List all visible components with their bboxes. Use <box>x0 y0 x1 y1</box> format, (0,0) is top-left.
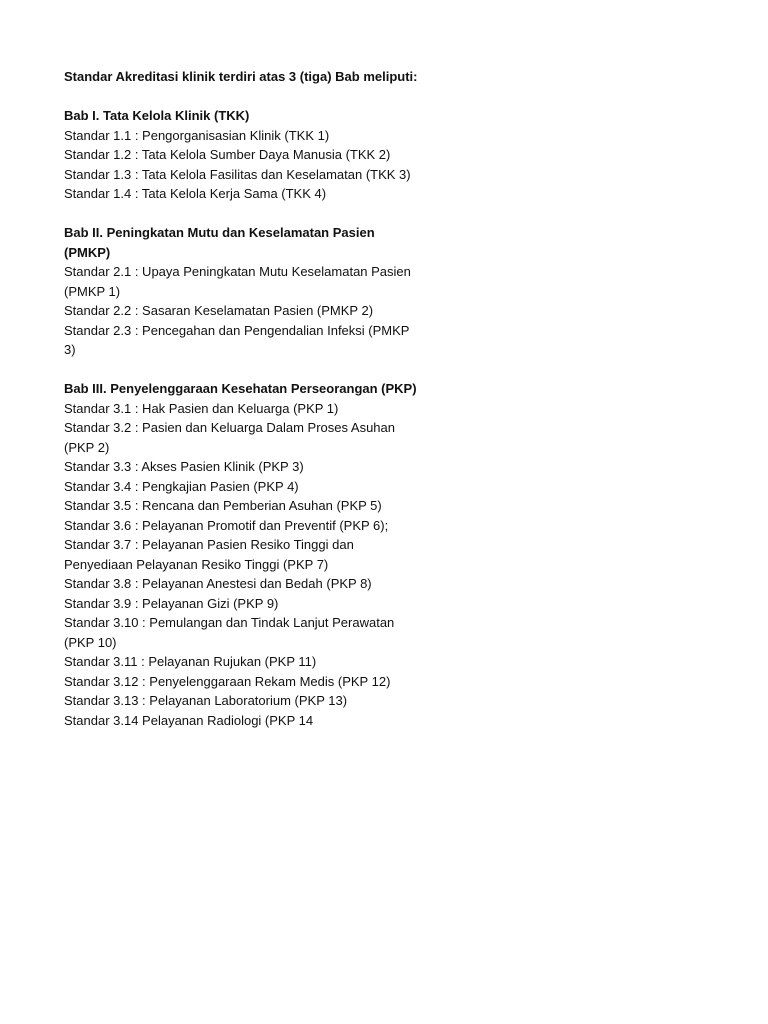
spacer <box>64 87 424 107</box>
standard-item: Standar 1.4 : Tata Kelola Kerja Sama (TKK 4) <box>64 186 327 201</box>
standard-item: Standar 3.7 : Pelayanan Pasien Resiko Tinggi dan Penyediaan Pelayanan Resiko Tinggi (PKP 7) <box>64 537 354 572</box>
standard-item: Standar 3.9 : Pelayanan Gizi (PKP 9) <box>64 595 279 611</box>
standard-item: Standar 3.5 : Rencana dan Pemberian Asuhan (PKP 5) <box>64 498 382 513</box>
standard-item: Standar 3.4 : Pengkajian Pasien (PKP 4) <box>64 478 299 494</box>
standard-item: Standar 3.6 : Pelayanan Promotif dan Preventif (PKP 6); <box>64 517 389 533</box>
spacer <box>64 204 424 224</box>
standard-item: Standar 1.1 : Pengorganisasian Klinik (TKK 1) <box>64 127 330 143</box>
standard-item: Standar 3.8 : Pelayanan Anestesi dan Bedah (PKP 8) <box>64 576 372 591</box>
standard-item: Standar 3.11 : Pelayanan Rujukan (PKP 11) <box>64 654 317 669</box>
standard-item: Standar 2.2 : Sasaran Keselamatan Pasien (PMKP 2) <box>64 303 374 318</box>
spacer <box>64 360 424 380</box>
bab1-title: Bab I. Tata Kelola Klinik (TKK) <box>64 108 250 123</box>
document-body <box>64 67 424 730</box>
document-intro: Standar Akreditasi klinik terdiri atas 3 (tiga) Bab meliputi: <box>64 69 418 84</box>
bab2-title: Bab II. Peningkatan Mutu dan Keselamatan Pasien (PMKP) <box>64 225 375 260</box>
standard-item: Standar 3.3 : Akses Pasien Klinik (PKP 3) <box>64 459 304 474</box>
standard-item: Standar 2.1 : Upaya Peningkatan Mutu Keselamatan Pasien (PMKP 1) <box>64 264 411 299</box>
standard-item: Standar 3.1 : Hak Pasien dan Keluarga (PKP 1) <box>64 400 339 416</box>
standard-item: Standar 1.2 : Tata Kelola Sumber Daya Manusia (TKK 2) <box>64 147 391 162</box>
standard-item: Standar 3.14 Pelayanan Radiologi (PKP 14 <box>64 712 314 728</box>
bab3-title: Bab III. Penyelenggaraan Kesehatan Perseorangan (PKP) <box>64 381 417 396</box>
standard-item: Standar 3.10 : Pemulangan dan Tindak Lanjut Perawatan (PKP 10) <box>64 615 395 650</box>
standard-item: Standar 2.3 : Pencegahan dan Pengendalian Infeksi (PMKP 3) <box>64 322 410 357</box>
standard-item: Standar 3.2 : Pasien dan Keluarga Dalam Proses Asuhan (PKP 2) <box>64 420 395 455</box>
standard-item: Standar 3.13 : Pelayanan Laboratorium (PKP 13) <box>64 693 348 708</box>
standard-item: Standar 1.3 : Tata Kelola Fasilitas dan Keselamatan (TKK 3) <box>64 166 411 182</box>
standard-item: Standar 3.12 : Penyelenggaraan Rekam Medis (PKP 12) <box>64 673 391 689</box>
